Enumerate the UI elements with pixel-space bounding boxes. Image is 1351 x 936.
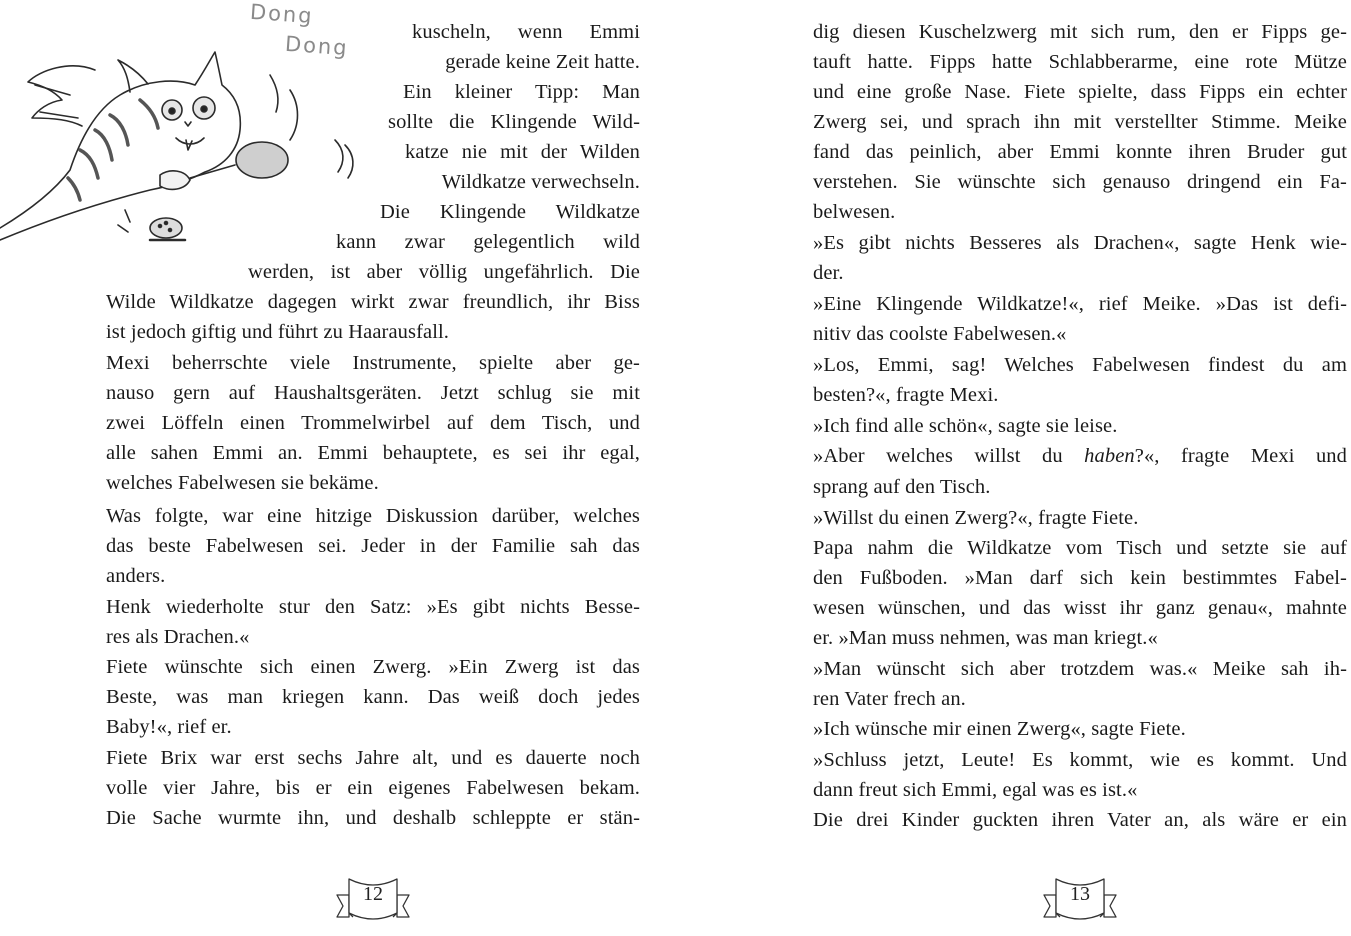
text-line: ren Vater frech an. [813, 688, 966, 710]
text-line: Fiete Brix war erst sechs Jahre alt, und es dauerte noch [106, 747, 640, 769]
text-line: dig diesen Kuschelzwerg mit sich rum, den er Fipps ge- [813, 21, 1347, 43]
page-number: 12 [363, 883, 383, 905]
sound-word-dong-1: Dong [249, 0, 315, 29]
text-line: katze nie mit der Wilden [405, 141, 640, 163]
text-line: Wilde Wildkatze dagegen wirkt zwar freundlich, ihr Biss [106, 291, 640, 313]
text-line: er. »Man muss nehmen, was man kriegt.« [813, 627, 1158, 649]
text-line: den Fußboden. »Man darf sich kein bestimmtes Fabel- [813, 567, 1347, 589]
text-line: und eine große Nase. Fiete spielte, dass Fipps ein echter [813, 81, 1347, 103]
left-page [0, 0, 675, 936]
text-line: Papa nahm die Wildkatze vom Tisch und setzte sie auf [813, 537, 1347, 559]
page-number-banner [333, 873, 413, 929]
text-line: wesen wünschen, und das wisst ihr ganz genau«, mahnte [813, 597, 1347, 619]
text-line: Henk wiederholte stur den Satz: »Es gibt nichts Besse- [106, 596, 640, 618]
text-line: Beste, was man kriegen kann. Das weiß doch jedes [106, 686, 640, 708]
text-line: »Man wünscht sich aber trotzdem was.« Meike sah ih- [813, 658, 1347, 680]
text-line-with-emphasis [813, 441, 1347, 471]
text-line: nitiv das coolste Fabelwesen.« [813, 323, 1067, 345]
text-line: »Es gibt nichts Besseres als Drachen«, sagte Henk wie- [813, 232, 1347, 254]
text-line: verstehen. Sie wünschte sich genauso dringend ein Fa- [813, 171, 1347, 193]
text-line: dann freut sich Emmi, egal was es ist.« [813, 779, 1138, 801]
text-line: ist jedoch giftig und führt zu Haarausfall. [106, 321, 450, 343]
text-line: Wildkatze verwechseln. [441, 171, 640, 193]
text-line: der. [813, 262, 844, 284]
text-line: alle sahen Emmi an. Emmi behauptete, es sei ihr egal, [106, 442, 640, 464]
text-line: werden, ist aber völlig ungefährlich. Die [248, 261, 640, 283]
page-number-banner [1040, 873, 1120, 929]
singing-wildcat-illustration [0, 0, 370, 250]
text-line: »Willst du einen Zwerg?«, fragte Fiete. [813, 507, 1139, 529]
text-line: anders. [106, 565, 166, 587]
text-segment: ?«, fragte Mexi und [1134, 445, 1348, 467]
text-line: Die Sache wurmte ihn, und deshalb schleppte er stän- [106, 807, 640, 829]
text-line: gerade keine Zeit hatte. [445, 51, 640, 73]
text-line: nauso gern auf Haushaltsgeräten. Jetzt schlug sie mit [106, 382, 640, 404]
text-line: »Los, Emmi, sag! Welches Fabelwesen findest du am [813, 354, 1347, 376]
text-line: besten?«, fragte Mexi. [813, 384, 999, 406]
text-line: Mexi beherrschte viele Instrumente, spielte aber ge- [106, 352, 640, 374]
text-line: sollte die Klingende Wild- [388, 111, 640, 133]
text-line: tauft hatte. Fipps hatte Schlabberarme, eine rote Mütze [813, 51, 1347, 73]
text-segment: »Aber welches willst du [813, 445, 1085, 467]
text-line: Fiete wünschte sich einen Zwerg. »Ein Zwerg ist das [106, 656, 640, 678]
text-line: belwesen. [813, 201, 896, 223]
text-line: »Schluss jetzt, Leute! Es kommt, wie es kommt. Und [813, 749, 1347, 771]
text-line: »Ich wünsche mir einen Zwerg«, sagte Fiete. [813, 718, 1186, 740]
text-line: kann zwar gelegentlich wild [336, 231, 640, 253]
text-line: fand das peinlich, aber Emmi konnte ihren Bruder gut [813, 141, 1347, 163]
text-line: sprang auf den Tisch. [813, 476, 991, 498]
sound-word-dong-2: Dong [284, 31, 350, 61]
text-line: Ein kleiner Tipp: Man [403, 81, 640, 103]
text-line: »Eine Klingende Wildkatze!«, rief Meike. »Das ist defi- [813, 293, 1347, 315]
text-line: zwei Löffeln einen Trommelwirbel auf dem Tisch, und [106, 412, 640, 434]
text-line: kuscheln, wenn Emmi [412, 21, 640, 43]
text-line: Die drei Kinder guckten ihren Vater an, als wäre er ein [813, 809, 1347, 831]
text-line: volle vier Jahre, bis er ein eigenes Fabelwesen bekam. [106, 777, 640, 799]
text-line: »Ich find alle schön«, sagte sie leise. [813, 415, 1118, 437]
emphasized-word: haben [1084, 445, 1135, 467]
text-line: das beste Fabelwesen sei. Jeder in der Familie sah das [106, 535, 640, 557]
page-number: 13 [1070, 883, 1090, 905]
text-line: welches Fabelwesen sie bekäme. [106, 472, 379, 494]
text-line: Die Klingende Wildkatze [380, 201, 640, 223]
right-page [675, 0, 1351, 936]
text-line: res als Drachen.« [106, 626, 250, 648]
text-line: Zwerg sei, und sprach ihn mit verstellter Stimme. Meike [813, 111, 1347, 133]
text-line: Was folgte, war eine hitzige Diskussion darüber, welches [106, 505, 640, 527]
text-line: Baby!«, rief er. [106, 716, 232, 738]
